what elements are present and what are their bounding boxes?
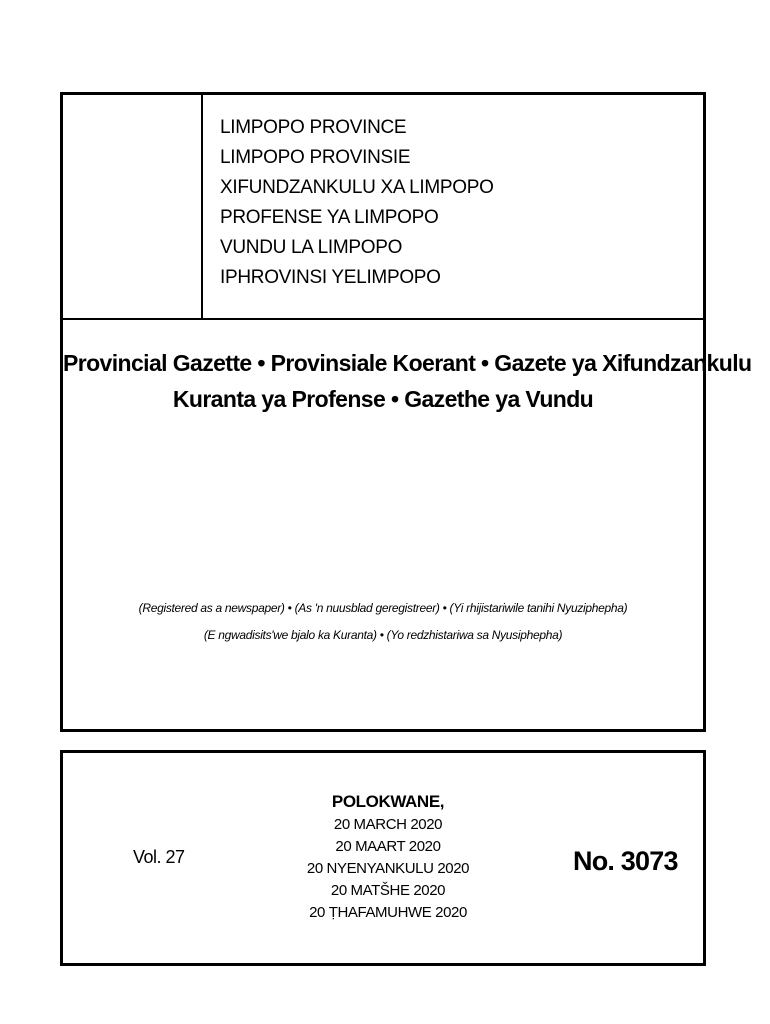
issue-date-english: 20 MARCH 2020 <box>333 816 443 833</box>
issue-date-xitsonga: 20 NYENYANKULU 2020 <box>306 860 470 877</box>
registration-line-2: (E ngwadisits'we bjalo ka Kuranta) • (Yo redzhistariwa sa Nyusiphepha) <box>203 628 563 642</box>
issue-date-block <box>263 790 513 924</box>
province-name: IPHROVINSI YELIMPOPO <box>220 267 441 288</box>
issue-date-sepedi: 20 MATŠHE 2020 <box>330 882 446 899</box>
header-divider <box>201 95 203 318</box>
province-name-list <box>220 113 494 293</box>
province-header <box>63 95 703 320</box>
province-name: VUNDU LA LIMPOPO <box>220 237 403 258</box>
registration-notice <box>63 595 703 649</box>
registration-line-1: (Registered as a newspaper) • (As 'n nuusblad geregistreer) • (Yi rhijistariwile tanihi Nyuziphepha) <box>138 601 628 615</box>
gazette-title <box>63 345 752 417</box>
province-name: LIMPOPO PROVINCE <box>220 117 407 138</box>
gazette-cover-box <box>60 92 752 732</box>
issue-number: No. 3073 <box>573 846 678 876</box>
issue-info-box <box>60 750 706 966</box>
gazette-title-line-2: Kuranta ya Profense • Gazethe ya Vundu <box>172 386 594 412</box>
issue-date-afrikaans: 20 MAART 2020 <box>335 838 441 855</box>
issue-date-tshivenda: 20 ṬHAFAMUHWE 2020 <box>309 904 467 921</box>
volume-label: Vol. 27 <box>133 847 185 867</box>
province-name: LIMPOPO PROVINSIE <box>220 147 411 168</box>
province-name: PROFENSE YA LIMPOPO <box>220 207 439 228</box>
gazette-title-line-1: Provincial Gazette • Provinsiale Koerant • Gazete ya Xifundzankulu <box>63 350 752 376</box>
province-name: XIFUNDZANKULU XA LIMPOPO <box>220 177 494 198</box>
city-name: POLOKWANE, <box>331 792 445 811</box>
